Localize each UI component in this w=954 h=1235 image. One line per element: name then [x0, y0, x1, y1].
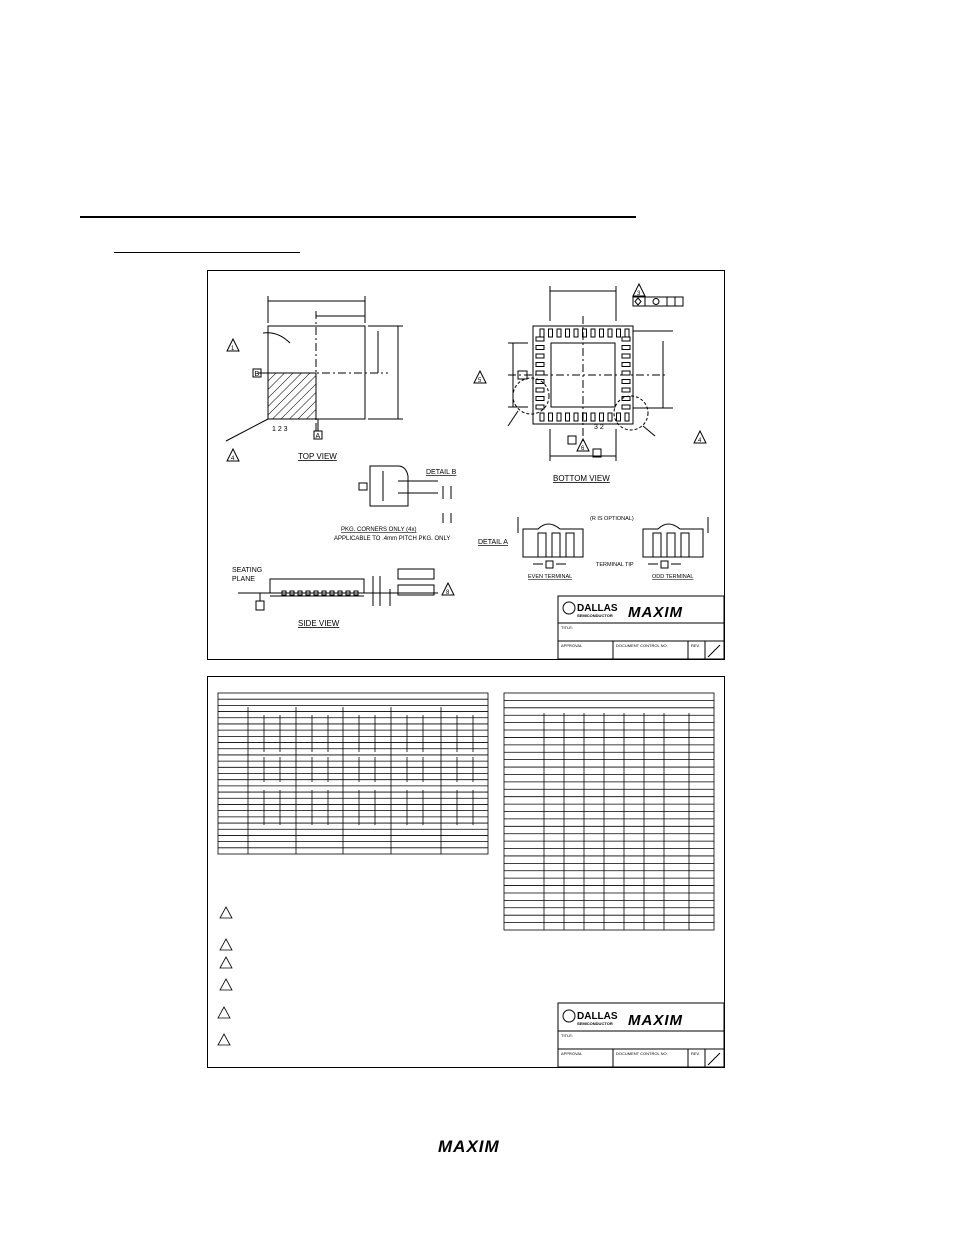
approval-label-2: APPROVAL — [561, 1051, 583, 1056]
footer-maxim-logo: MAXIM — [438, 1137, 500, 1156]
maxim-logo-text: MAXIM — [628, 604, 683, 621]
pad-top — [591, 329, 595, 337]
r-optional-label: (R IS OPTIONAL) — [590, 516, 634, 522]
pad-bottom — [617, 413, 621, 421]
dallas-logo-text-2: DALLAS — [577, 1011, 618, 1022]
note-4-label: 4 — [231, 456, 235, 462]
pad-top — [608, 329, 612, 337]
datum-b-label: B — [254, 371, 260, 378]
datum-a-label: A — [315, 433, 321, 440]
bottom-view-title: BOTTOM VIEW — [553, 474, 610, 483]
odd-terminal-label: ODD TERMINAL — [652, 574, 694, 580]
note-5-label: 5 — [478, 378, 482, 384]
pad-right — [622, 397, 630, 401]
pad-right — [622, 388, 630, 392]
seating-label-1: SEATING — [232, 567, 263, 574]
bv-pin-numbers: 3 2 — [594, 424, 604, 431]
pad-right — [622, 380, 630, 384]
note-triangle — [220, 979, 232, 990]
pad-right — [622, 371, 630, 375]
pad-left — [536, 363, 544, 367]
pad-right — [622, 405, 630, 409]
approval-label: APPROVAL — [561, 643, 583, 648]
top-view-title: TOP VIEW — [298, 452, 337, 461]
pad-bottom — [549, 413, 553, 421]
rev-label-2: REV. — [691, 1051, 700, 1056]
pad-right — [622, 346, 630, 350]
pad-bottom — [600, 413, 604, 421]
detail-b-title: DETAIL B — [426, 469, 457, 476]
pad-bottom — [625, 413, 629, 421]
pad-top — [625, 329, 629, 337]
detail-b-caption-1: PKG. CORNERS ONLY (4x) — [341, 527, 417, 533]
doc-control-label-2: DOCUMENT CONTROL NO. — [616, 1051, 668, 1056]
note-8-label: 8 — [446, 590, 450, 596]
maxim-logo-text-2: MAXIM — [628, 1012, 683, 1029]
rev-label: REV. — [691, 643, 700, 648]
pad-left — [536, 371, 544, 375]
note-3-label: 3 — [637, 291, 641, 297]
dallas-logo-text: DALLAS — [577, 603, 618, 614]
detail-a-title: DETAIL A — [478, 539, 508, 546]
pad-bottom — [566, 413, 570, 421]
header-rule — [80, 216, 636, 218]
pad-left — [536, 388, 544, 392]
detail-b-caption-2: APPLICABLE TO .4mm PITCH PKG. ONLY — [334, 536, 451, 542]
note-6-label: 6 — [581, 446, 585, 452]
pad-left — [536, 354, 544, 358]
pad-top — [557, 329, 561, 337]
pad-top — [617, 329, 621, 337]
doc-control-label: DOCUMENT CONTROL NO. — [616, 643, 668, 648]
semiconductor-logo-text: SEMICONDUCTOR — [577, 613, 613, 618]
package-drawing — [208, 271, 724, 659]
note-triangle — [218, 1007, 230, 1018]
note-1-label: 1 — [231, 346, 235, 352]
pad-top — [549, 329, 553, 337]
pad-left — [536, 346, 544, 350]
pad-bottom — [557, 413, 561, 421]
pad-bottom — [608, 413, 612, 421]
dimension-tables — [208, 677, 724, 1067]
pad-bottom — [591, 413, 595, 421]
dimensions-panel — [207, 676, 725, 1068]
title-label-2: TITLE: — [561, 1033, 574, 1038]
title-label: TITLE: — [561, 625, 574, 630]
terminal-tip-label: TERMINAL TIP — [596, 562, 634, 568]
pad-bottom — [574, 413, 578, 421]
note-4b-label: 4 — [698, 438, 702, 444]
pad-right — [622, 354, 630, 358]
pad-right — [622, 337, 630, 341]
pad-top — [600, 329, 604, 337]
pad-top — [574, 329, 578, 337]
semiconductor-logo-text-2: SEMICONDUCTOR — [577, 1021, 613, 1026]
seating-label-2: PLANE — [232, 576, 255, 583]
pad-left — [536, 397, 544, 401]
pad-left — [536, 337, 544, 341]
even-terminal-label: EVEN TERMINAL — [528, 574, 573, 580]
note-triangle — [218, 1034, 230, 1045]
subheader-rule — [114, 252, 300, 253]
pad-bottom — [540, 413, 544, 421]
pin-numbers: 1 2 3 — [272, 426, 288, 433]
package-drawing-panel — [207, 270, 725, 660]
pad-right — [622, 363, 630, 367]
pad-top — [540, 329, 544, 337]
side-view-title: SIDE VIEW — [298, 619, 340, 628]
note-triangle — [220, 957, 232, 968]
pad-left — [536, 405, 544, 409]
note-triangle — [220, 907, 232, 918]
note-triangle — [220, 939, 232, 950]
pad-top — [566, 329, 570, 337]
